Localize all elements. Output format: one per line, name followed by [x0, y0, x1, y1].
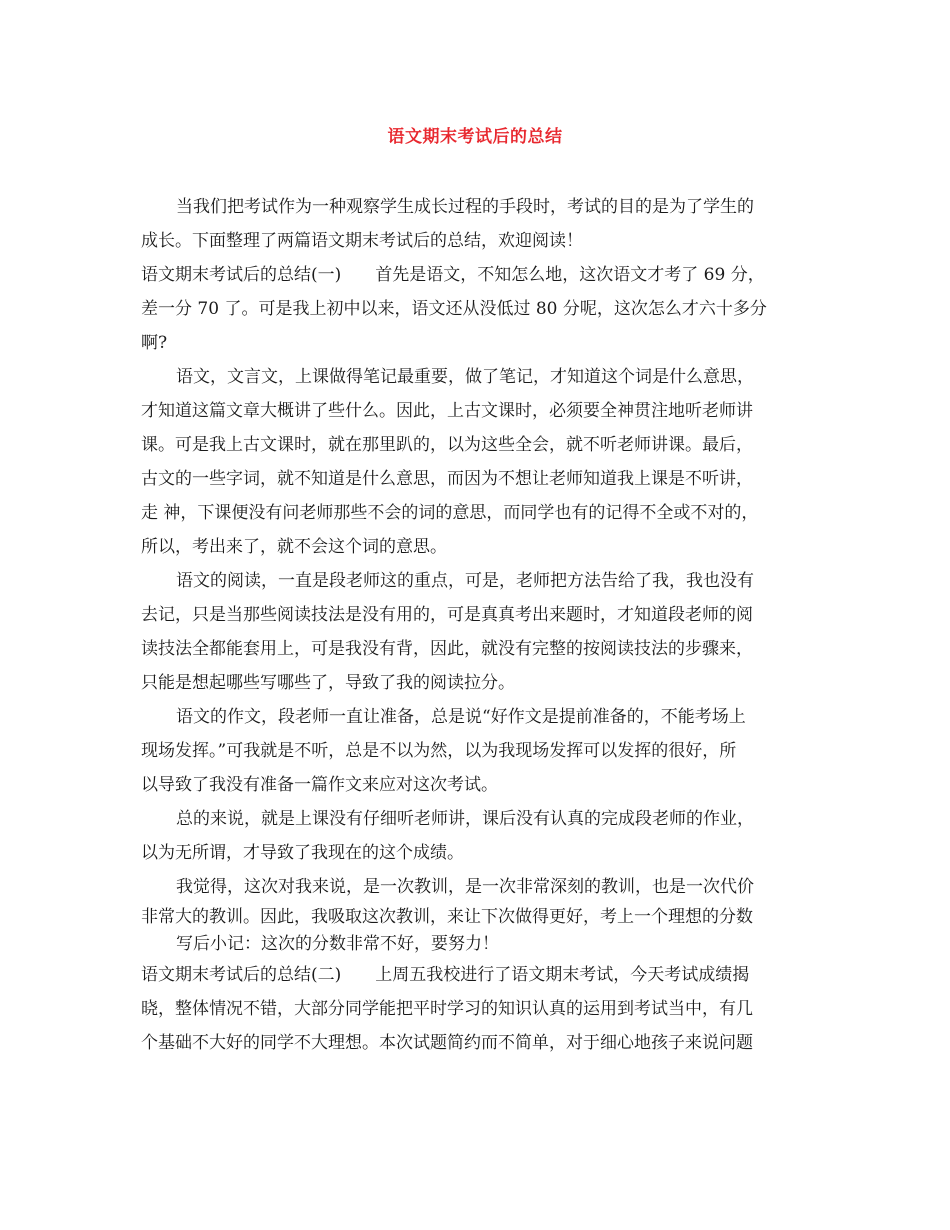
text-line: 只能是想起哪些写哪些了，导致了我的阅读拉分。: [141, 673, 515, 693]
text-line: 非常大的教训。因此，我吸取这次教训，来让下次做得更好，考上一个理想的分数: [141, 907, 753, 927]
text-line: 成长。下面整理了两篇语文期末考试后的总结，欢迎阅读！: [141, 231, 583, 251]
text-line: 晓，整体情况不错，大部分同学能把平时学习的知识认真的运用到考试当中，有几: [141, 999, 753, 1019]
text-line: 当我们把考试作为一种观察学生成长过程的手段时，考试的目的是为了学生的: [176, 197, 754, 217]
text-line: 语文，文言文，上课做得笔记最重要，做了笔记，才知道这个词是什么意思，: [176, 367, 754, 387]
text-line: 所以，考出来了，就不会这个词的意思。: [141, 537, 447, 557]
text-line: 我觉得，这次对我来说，是一次教训，是一次非常深刻的教训，也是一次代价: [176, 877, 754, 897]
text-line: 以为无所谓，才导致了我现在的这个成绩。: [141, 843, 464, 863]
text-line: 现场发挥。”可我就是不听，总是不以为然，以为我现场发挥可以发挥的很好，所: [141, 741, 737, 761]
text-line: 个基础不大好的同学不大理想。本次试题简约而不简单，对于细心地孩子来说问题: [141, 1033, 753, 1053]
text-line: 去记，只是当那些阅读技法是没有用的，可是真真考出来题时，才知道段老师的阅: [141, 605, 753, 625]
text-line: 差一分 70 了。可是我上初中以来，语文还从没低过 80 分呢，这次怎么才六十多分: [141, 299, 767, 319]
text-line: 读技法全都能套用上，可是我没有背，因此，就没有完整的按阅读技法的步骤来，: [141, 639, 753, 659]
text-line: 语文的作文，段老师一直让准备，总是说“好作文是提前准备的，不能考场上: [176, 707, 746, 727]
text-line: 语文期末考试后的总结(一) 首先是语文，不知怎么地，这次语文才考了 69 分，: [141, 265, 765, 285]
text-line: 古文的一些字词，就不知道是什么意思，而因为不想让老师知道我上课是不听讲，: [141, 469, 753, 489]
text-line: 啊?: [141, 333, 168, 353]
text-line: 以导致了我没有准备一篇作文来应对这次考试。: [141, 775, 498, 795]
text-line: 才知道这篇文章大概讲了些什么。因此，上古文课时，必须要全神贯注地听老师讲: [141, 401, 753, 421]
text-line: 语文期末考试后的总结(二) 上周五我校进行了语文期末考试，今天考试成绩揭: [141, 965, 750, 985]
text-line: 写后小记：这次的分数非常不好，要努力！: [176, 934, 499, 954]
text-line: 语文的阅读，一直是段老师这的重点，可是，老师把方法告给了我，我也没有: [176, 571, 754, 591]
document-body: [141, 190, 821, 1060]
document-title: 语文期末考试后的总结: [387, 127, 563, 147]
text-line: 课。可是我上古文课时，就在那里趴的，以为这些全会，就不听老师讲课。最后，: [141, 435, 753, 455]
text-line: 走 神，下课便没有问老师那些不会的词的意思，而同学也有的记得不全或不对的，: [141, 503, 759, 523]
text-line: 总的来说，就是上课没有仔细听老师讲，课后没有认真的完成段老师的作业，: [176, 809, 754, 829]
